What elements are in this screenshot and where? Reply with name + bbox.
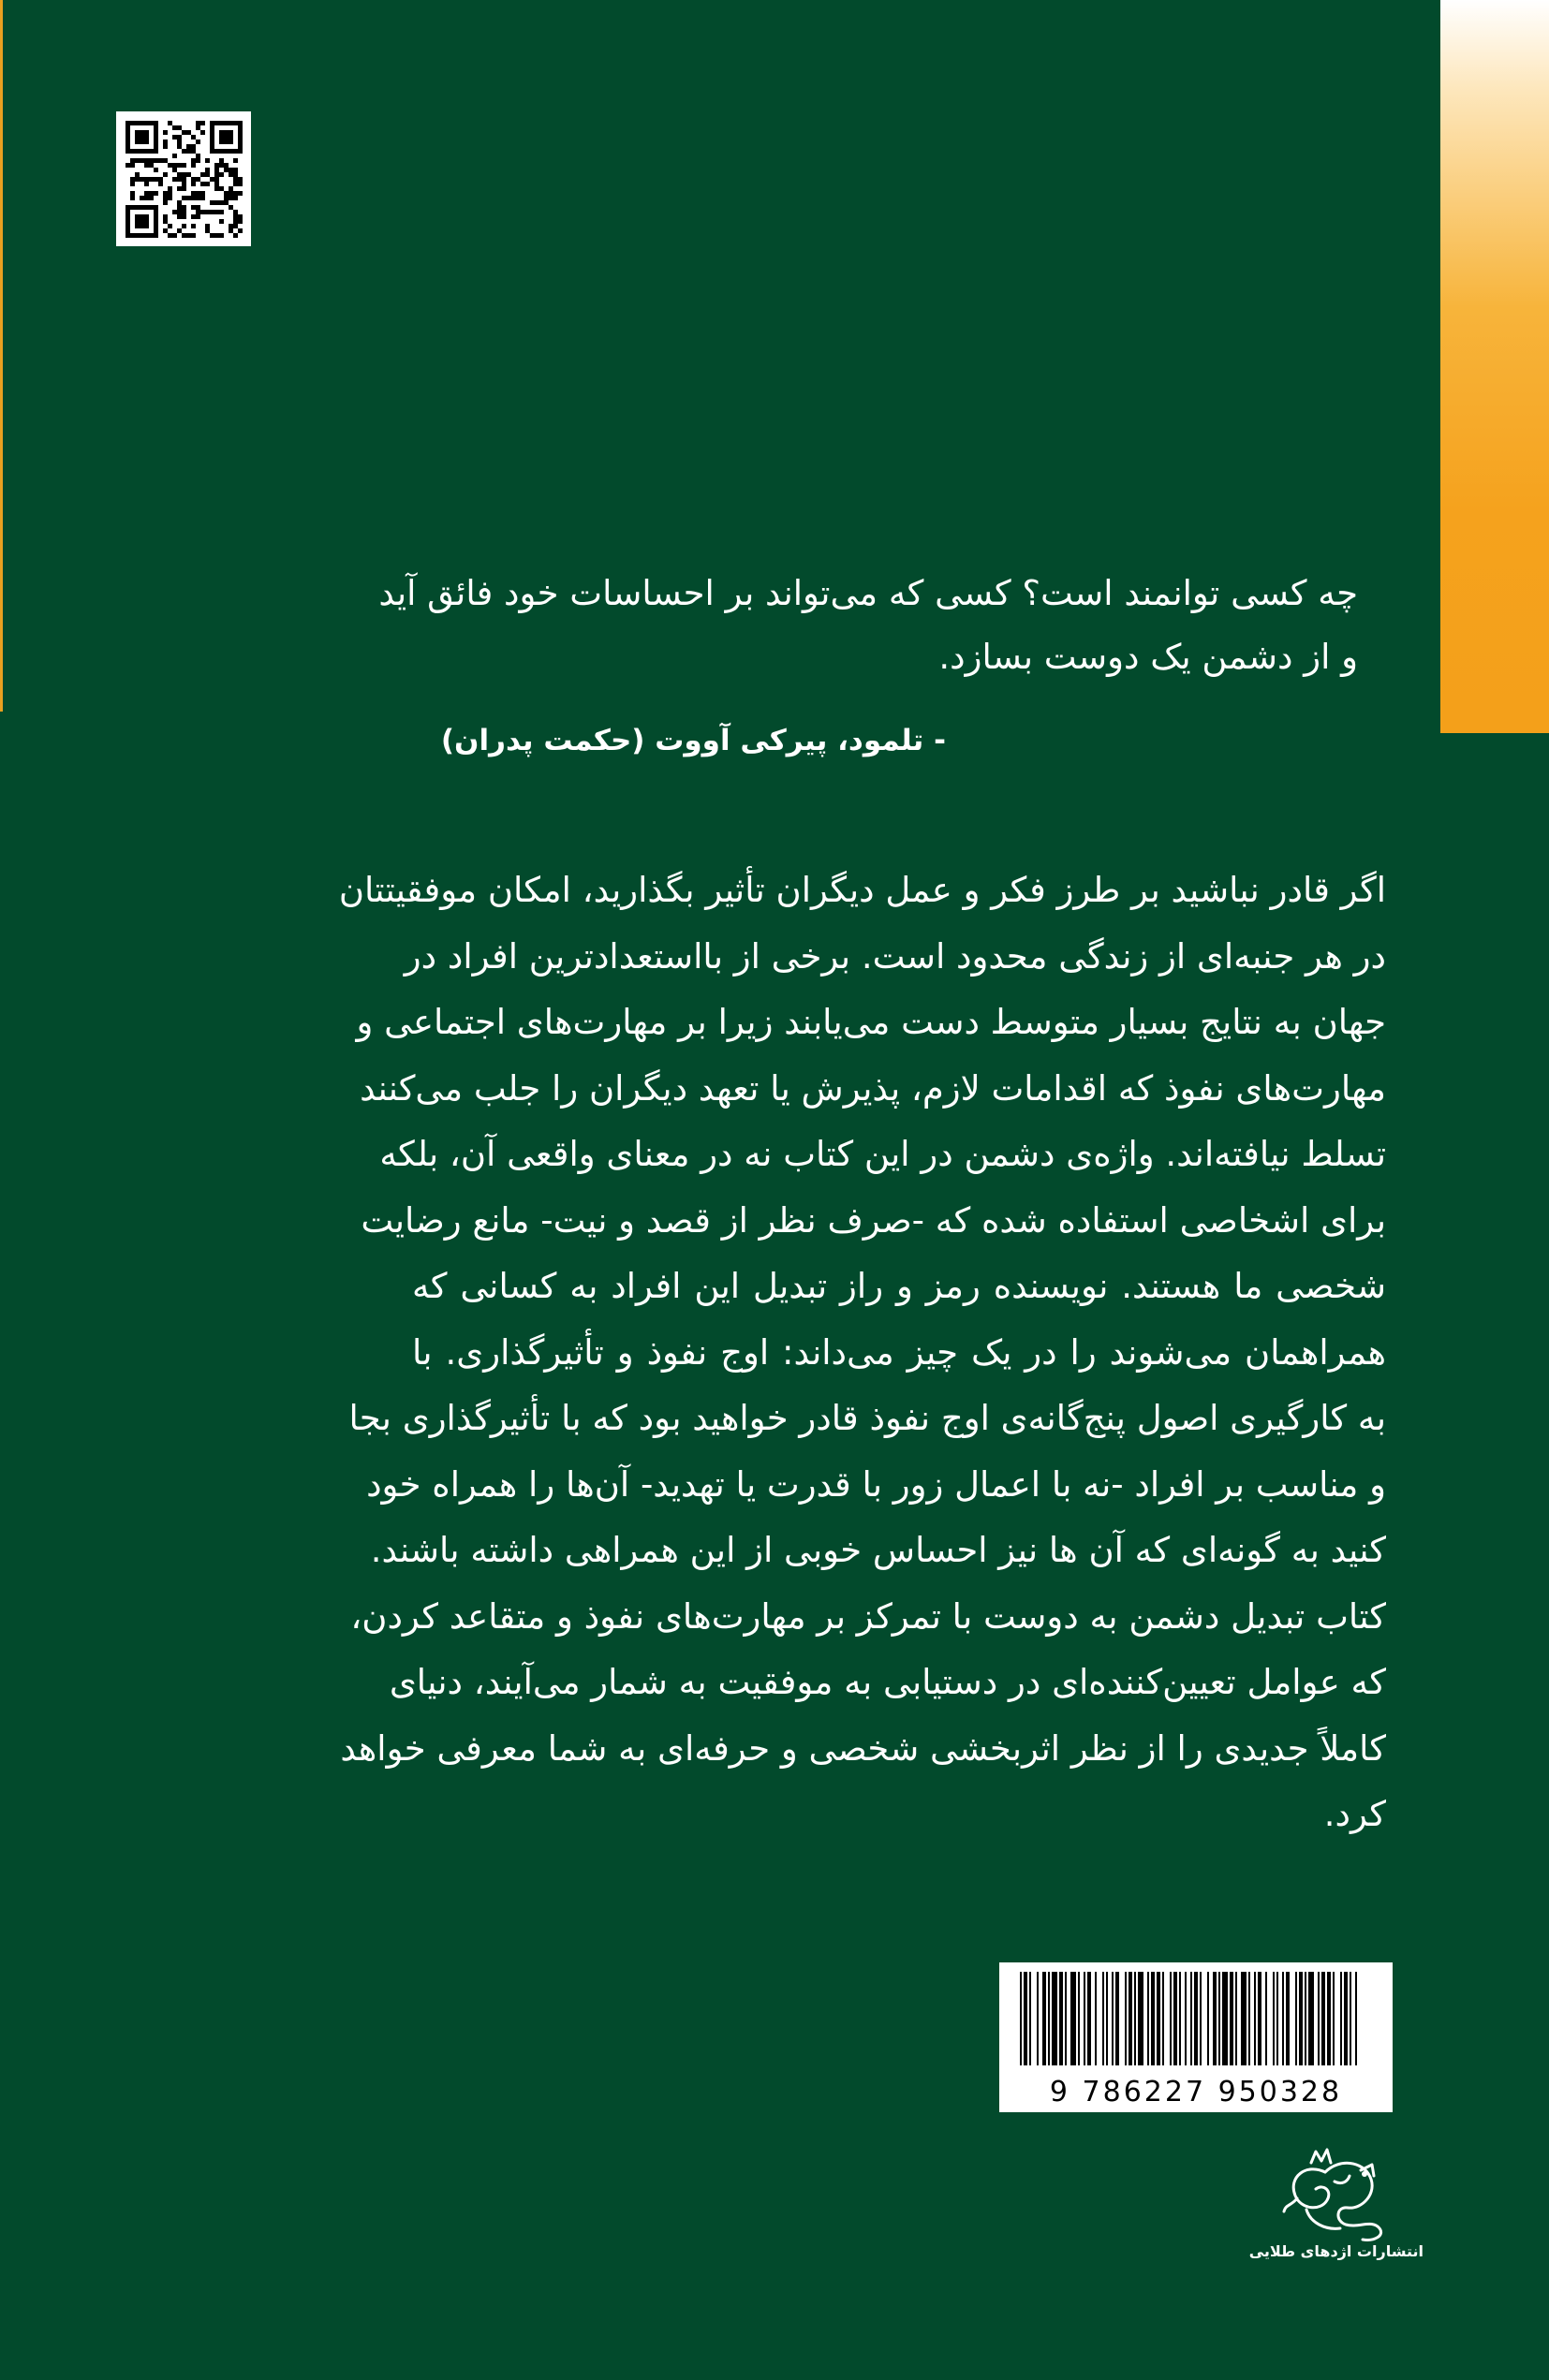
qr-module [200,182,205,186]
barcode-bar [1222,1972,1228,2065]
cover-left-edge [0,0,3,712]
barcode-bar [1129,1972,1132,2065]
qr-module [200,191,205,196]
qr-module [149,163,154,168]
qr-module [177,214,182,219]
qr-module [168,191,172,196]
barcode-bar [1125,1972,1127,2065]
qr-module [196,158,200,163]
qr-module [177,210,182,214]
barcode-bar [1273,1972,1275,2065]
qr-module [219,186,224,191]
qr-module [233,158,238,163]
qr-module [168,224,172,228]
qr-module [210,177,214,182]
qr-module [214,182,219,186]
barcode-bar [1048,1972,1050,2065]
barcode-bar [1138,1972,1143,2065]
blurb-line: تسلط نیافته‌اند. واژه‌ی دشمن در این کتاب نه در معنای واقعی آن، بلکه [379,1134,1386,1174]
qr-module [130,163,135,168]
barcode-bar [1020,1972,1022,2065]
qr-module [186,144,191,149]
qr-module [205,172,210,177]
barcode-bar [1282,1972,1284,2065]
barcode-bar [1190,1972,1192,2065]
barcode-bar [1065,1972,1067,2065]
epigraph-quote [378,562,1358,689]
qr-module [214,163,219,168]
barcode-bar [1087,1972,1091,2065]
qr-module [163,191,168,196]
qr-module [191,163,196,168]
qr-module [163,130,168,135]
qr-module [200,121,205,125]
qr-module [191,214,196,219]
blurb-line: جهان به نتایج بسیار متوسط دست می‌یابند زیرا بر مهارت‌های اجتماعی و [356,1002,1386,1042]
qr-module [158,182,163,186]
barcode-bar [1295,1972,1297,2065]
qr-module [177,205,182,210]
blurb-line: و مناسب بر افراد -نه با اعمال زور با قدرت یا تهدید- آن‌ها را همراه خود [366,1463,1386,1505]
blurb-line: کتاب تبدیل دشمن به دوست با تمرکز بر مهارت‌های نفوذ و متقاعد کردن، [350,1595,1386,1637]
qr-module [182,233,186,238]
qr-module [229,191,233,196]
qr-module [200,196,205,200]
qr-module [238,182,243,186]
qr-module [182,205,186,210]
qr-module [219,233,224,238]
qr-module [177,177,182,182]
qr-module [172,177,177,182]
barcode-bar [1299,1972,1303,2065]
qr-module [196,191,200,196]
qr-module [229,168,233,172]
qr-module [144,191,149,196]
qr-module [182,163,186,168]
qr-module [172,210,177,214]
qr-module [196,121,200,125]
publisher-name: انتشارات اژدهای طلایی [1248,2242,1424,2260]
qr-module [233,224,238,228]
qr-module [233,177,238,182]
qr-module [196,205,200,210]
qr-module [214,233,219,238]
quote-line: چه کسی توانمند است؟ کسی که می‌تواند بر احساسات خود فائق آید [378,573,1358,613]
barcode-bar [1185,1972,1187,2065]
qr-module [238,191,243,196]
qr-module [172,154,177,158]
barcode-bar [1112,1972,1114,2065]
qr-module [154,168,158,172]
barcode-bar [1042,1972,1046,2065]
qr-module [200,172,205,177]
qr-module [144,182,149,186]
qr-module [158,158,163,163]
blurb-line: اگر قادر نباشید بر طرز فکر و عمل دیگران تأثیر بگذارید، امکان موفقیتتان [338,870,1386,910]
qr-module [182,130,186,135]
barcode-bar [1037,1972,1039,2065]
barcode-bar [1254,1972,1256,2065]
qr-module [144,177,149,182]
qr-module [191,144,196,149]
blurb-line: کاملاً جدیدی را از نظر اثربخشی شخصی و حرفه‌ای به شما معرفی خواهد [340,1727,1386,1769]
qr-module [205,168,210,172]
qr-module [214,210,219,214]
qr-module [163,200,168,205]
qr-module [219,130,233,144]
qr-module [168,163,172,168]
barcode-bar [1248,1972,1250,2065]
qr-module [130,191,135,196]
qr-module [149,196,154,200]
qr-module [177,163,182,168]
barcode-bar [1344,1972,1348,2065]
qr-module [229,228,233,233]
blurb-line: کنید به گونه‌ای که آن ها نیز احساس خوبی از این همراهی داشته باشند. [370,1530,1386,1570]
qr-module [149,191,154,196]
qr-module [182,196,186,200]
blurb-line: شخصی ما هستند. نویسنده رمز و راز تبدیل این افراد به کسانی که [412,1266,1386,1306]
isbn-number: 9 786227 950328 [1049,2076,1343,2108]
qr-module [125,163,130,168]
qr-module [158,177,163,182]
qr-module [229,186,233,191]
qr-module [191,177,196,182]
qr-module [182,172,186,177]
qr-module [182,224,186,228]
qr-module [200,210,205,214]
barcode-bar [1078,1972,1080,2065]
qr-module [219,163,224,168]
qr-module [186,233,191,238]
qr-module [163,158,168,163]
qr-module [177,135,182,140]
qr-module [205,210,210,214]
barcode-bar [1115,1972,1119,2065]
qr-module [191,233,196,238]
qr-module [135,130,149,144]
barcode-bar [1106,1972,1108,2065]
blurb-line: کرد. [1323,1794,1386,1834]
qr-module [186,149,191,154]
qr-module [163,196,168,200]
qr-module [154,191,158,196]
barcode-bar [1230,1972,1233,2065]
qr-module [238,214,243,219]
qr-module [144,196,149,200]
barcode-bar [1029,1972,1031,2065]
qr-module [191,191,196,196]
qr-module [172,135,177,140]
qr-module [210,233,214,238]
qr-module [233,182,238,186]
qr-module [219,210,224,214]
qr-module [163,144,168,149]
qr-module [135,158,140,163]
qr-module [210,210,214,214]
qr-module [196,125,200,130]
qr-module [238,219,243,224]
qr-module [144,158,149,163]
qr-module [224,200,229,205]
barcode-bar [1173,1972,1177,2065]
barcode-bar [1327,1972,1331,2065]
qr-module [140,177,144,182]
qr-module [214,186,219,191]
qr-module [229,196,233,200]
barcode-bar [1059,1972,1063,2065]
barcode-bar [1084,1972,1085,2065]
qr-module [186,130,191,135]
qr-module [196,154,200,158]
qr-module [130,182,135,186]
blurb-line: همراهمان می‌شوند را در یک چیز می‌داند: اوج نفوذ و تأثیرگذاری. با [412,1331,1386,1373]
barcode-bar [1318,1972,1320,2065]
barcode-bar [1070,1972,1076,2065]
barcode-bar [1235,1972,1237,2065]
qr-module [140,196,144,200]
barcode-bar [1305,1972,1306,2065]
blurb-line: برای اشخاصی استفاده شده که -صرف نظر از قصد و نیت- مانع رضایت [361,1199,1386,1241]
qr-module [182,182,186,186]
isbn-barcode [999,1962,1393,2112]
qr-module [224,163,229,168]
qr-module [191,158,196,163]
qr-module [177,186,182,191]
qr-module [233,219,238,224]
qr-module [219,172,224,177]
qr-module [233,191,238,196]
barcode-bar [1095,1972,1097,2065]
qr-module [196,140,200,144]
barcode-bar [1157,1972,1160,2065]
qr-code-icon [116,111,251,246]
qr-module [177,140,182,144]
spine-color-band [1440,0,1549,733]
barcode-bar [1258,1972,1261,2065]
barcode-bar [1194,1972,1198,2065]
qr-module [196,210,200,214]
barcode-bar [1321,1972,1325,2065]
qr-module [205,228,210,233]
qr-module [196,196,200,200]
qr-module [154,177,158,182]
qr-module [135,177,140,182]
qr-module [182,214,186,219]
barcode-bar [1350,1972,1351,2065]
barcode-bar [1170,1972,1172,2065]
qr-module [177,144,182,149]
barcode-bar [1218,1972,1220,2065]
qr-module [177,125,182,130]
barcode-bar [1276,1972,1278,2065]
qr-module [196,177,200,182]
qr-module [214,172,219,177]
qr-module [182,186,186,191]
qr-module [219,158,224,163]
qr-module [182,177,186,182]
barcode-bar [1265,1972,1267,2065]
qr-module [130,158,135,163]
qr-module [168,121,172,125]
qr-module [233,214,238,219]
barcode-bar [1207,1972,1209,2065]
barcode-bar [1102,1972,1104,2065]
qr-module [130,196,135,200]
qr-module [172,163,177,168]
qr-module [224,168,229,172]
qr-module [177,172,182,177]
qr-module [214,200,219,205]
barcode-bar [1340,1972,1342,2065]
barcode-bar [1200,1972,1202,2065]
qr-module [186,196,191,200]
qr-module [154,158,158,163]
qr-module [210,200,214,205]
qr-module [214,168,219,172]
qr-module [233,168,238,172]
barcode-bar [1179,1972,1181,2065]
qr-module [233,233,238,238]
qr-module [135,214,149,228]
barcode-bar [1134,1972,1136,2065]
qr-module [205,224,210,228]
qr-module [214,177,219,182]
qr-module [163,172,168,177]
qr-module [168,186,172,191]
qr-module [238,177,243,182]
qr-module [130,177,135,182]
qr-module [200,130,205,135]
blurb-line: مهارت‌های نفوذ که اقدامات لازم، پذیرش یا تعهد دیگران را جلب می‌کنند [360,1067,1386,1109]
barcode-bar [1162,1972,1164,2065]
qr-module [172,233,177,238]
qr-module [191,182,196,186]
qr-module [135,172,140,177]
qr-module [233,172,238,177]
qr-module [168,196,172,200]
qr-module [149,158,154,163]
qr-module [229,205,233,210]
barcode-bar [1286,1972,1290,2065]
blurb-line: به کارگیری اصول پنج‌گانه‌ی اوج نفوذ قادر خواهید بود که با تأثیرگذاری بجا [348,1398,1386,1438]
qr-module [140,158,144,163]
qr-module [163,228,168,233]
barcode-bar [1355,1972,1357,2065]
quote-line: و از دشمن یک دوست بسازد. [938,637,1358,677]
blurb-paragraph [338,858,1386,1848]
qr-module [233,196,238,200]
qr-module [163,140,168,144]
qr-module [196,214,200,219]
qr-module [224,191,229,196]
barcode-bar [1308,1972,1314,2065]
qr-module [172,168,177,172]
blurb-line: در هر جنبه‌ای از زندگی محدود است. برخی از بااستعدادترین افراد در [404,935,1386,977]
blurb-line: که عوامل تعیین‌کننده‌ای در دستیابی به موفقیت به شمار می‌آیند، دنیای [389,1662,1386,1702]
qr-module [191,149,196,154]
qr-module [191,196,196,200]
qr-module [182,149,186,154]
qr-module [233,210,238,214]
barcode-bar [1213,1972,1217,2065]
qr-module [191,205,196,210]
qr-module [205,158,210,163]
barcode-bar [1147,1972,1149,2065]
qr-module [191,224,196,228]
qr-module [186,172,191,177]
barcode-bar [1333,1972,1335,2065]
qr-module [229,224,233,228]
qr-module [182,210,186,214]
barcode-bar [1052,1972,1057,2065]
qr-module [172,125,177,130]
barcode-bar [1024,1972,1027,2065]
quote-source: - تلمود، پیرکی آووت (حکمت پدران) [440,724,946,757]
qr-module [238,228,243,233]
qr-module [219,219,224,224]
qr-module [229,172,233,177]
qr-module [163,214,168,219]
qr-module [144,163,149,168]
qr-module [219,200,224,205]
qr-module [205,182,210,186]
barcode-bar [1241,1972,1247,2065]
qr-module [168,233,172,238]
qr-module [149,177,154,182]
qr-module [163,219,168,224]
qr-module [177,200,182,205]
qr-module [191,135,196,140]
qr-module [224,196,229,200]
barcode-bar [1151,1972,1155,2065]
qr-module [177,228,182,233]
